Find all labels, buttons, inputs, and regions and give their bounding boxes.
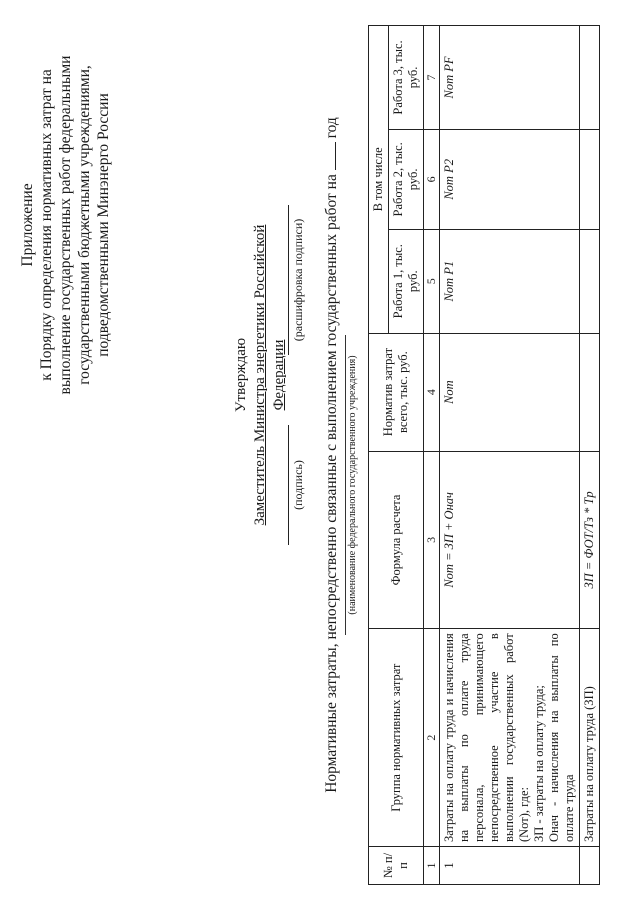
row-formula: Nот = ЗП + Oнач bbox=[440, 451, 580, 629]
header-formula: Формула расчета bbox=[369, 451, 424, 629]
approval-position: Заместитель Министра энергетики Российской Федерации bbox=[252, 224, 287, 526]
row-norm: Nот bbox=[440, 333, 580, 451]
appendix-line: к Порядку определения нормативных затрат на bbox=[38, 69, 55, 381]
column-number: 4 bbox=[424, 333, 440, 451]
column-number: 3 bbox=[424, 451, 440, 629]
decryption-caption: (расшифровка подписи) bbox=[288, 205, 306, 355]
row-work1: Nот P1 bbox=[440, 229, 580, 333]
table-row bbox=[580, 26, 600, 885]
header-work2: Работа 2, тыс. руб. bbox=[389, 129, 424, 229]
header-work1: Работа 1, тыс. руб. bbox=[389, 229, 424, 333]
org-caption: (наименование федерального государственного учреждения) bbox=[345, 335, 358, 635]
header-norm-total: Норматив затрат всего, тыс. руб. bbox=[369, 333, 424, 451]
signature-row bbox=[288, 205, 306, 545]
row-work3 bbox=[580, 26, 600, 130]
column-numbers-row bbox=[424, 26, 440, 885]
year-blank bbox=[322, 142, 336, 170]
approval-block bbox=[232, 205, 289, 545]
row-formula: ЗП = ФОТ/Tз * Tр bbox=[580, 451, 600, 629]
appendix-line: подведомственными Минэнерго России bbox=[95, 93, 112, 357]
column-number: 6 bbox=[424, 129, 440, 229]
group-line: Oнач - начисления на выплаты по оплате труда bbox=[547, 633, 576, 843]
column-number: 1 bbox=[424, 847, 440, 885]
column-number: 5 bbox=[424, 229, 440, 333]
signature-caption: (подпись) bbox=[288, 425, 306, 545]
row-work1 bbox=[580, 229, 600, 333]
document-title bbox=[322, 25, 341, 885]
row-group bbox=[440, 629, 580, 847]
row-num: 1 bbox=[440, 847, 580, 885]
appendix-title: Приложение bbox=[19, 183, 36, 267]
header-in-that: В том числе bbox=[369, 26, 389, 334]
header-work3: Работа 3, тыс. руб. bbox=[389, 26, 424, 130]
approval-word: Утверждаю bbox=[233, 337, 249, 413]
appendix-line: выполнение государственных работ федеральными bbox=[57, 55, 74, 395]
title-suffix: год bbox=[323, 117, 340, 139]
appendix-line: государственными бюджетными учреждениями, bbox=[76, 65, 93, 385]
column-number: 7 bbox=[424, 26, 440, 130]
group-line: Затраты на оплату труда и начисления на выплаты по оплате труда персонала, принимающего непосредственное участие в выполнении государственных работ (Nот), где: bbox=[442, 633, 531, 843]
title-text: Нормативные затраты, непосредственно связанные с выполнением государственных работ на bbox=[323, 174, 340, 793]
column-number: 2 bbox=[424, 629, 440, 847]
row-norm bbox=[580, 333, 600, 451]
costs-table bbox=[368, 25, 600, 885]
row-work2: Nот P2 bbox=[440, 129, 580, 229]
row-group bbox=[580, 629, 600, 847]
row-work2 bbox=[580, 129, 600, 229]
row-work3: Nот PF bbox=[440, 26, 580, 130]
group-line: Затраты на оплату труда (ЗП) bbox=[582, 686, 596, 843]
header-num: № п/п bbox=[369, 847, 424, 885]
group-line: ЗП - затраты на оплату труда; bbox=[532, 685, 546, 843]
row-num bbox=[580, 847, 600, 885]
appendix-block bbox=[18, 15, 113, 435]
header-group: Группа нормативных затрат bbox=[369, 629, 424, 847]
table-row bbox=[440, 26, 580, 885]
